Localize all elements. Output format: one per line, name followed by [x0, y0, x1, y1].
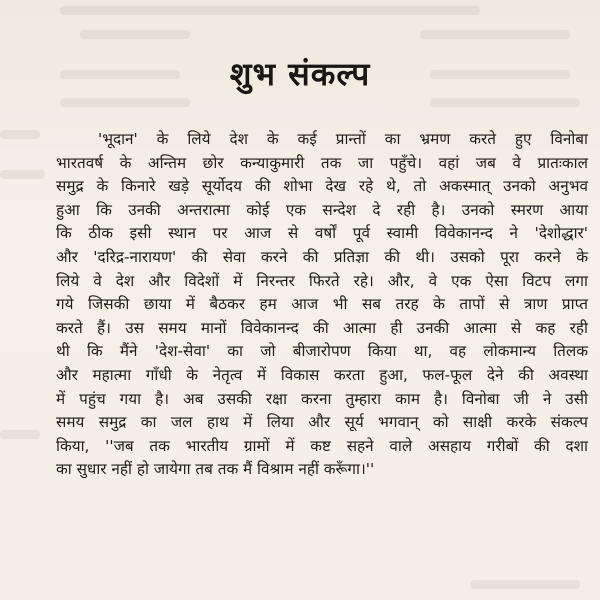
text-line: हुआ कि उनकी अन्तरात्मा कोई एक सन्देश दे रही है। उनको स्मरण आया	[56, 200, 588, 219]
text-line: किया, ''जब तक भारतीय ग्रामों में कष्ट सहने वाले असहाय गरीबों की दशा	[56, 436, 588, 455]
text-line: और 'दरिद्र-नारायण' की सेवा करने की प्रतिज्ञा की थी। उसको पूरा करने के	[56, 247, 588, 266]
paragraph	[56, 128, 588, 482]
text-line: गये जिसकी छाया में बैठकर हम आज भी सब तरह के तापों से त्राण प्राप्त	[56, 295, 588, 314]
text-line: समय समुद्र का जल हाथ में लिया और सूर्य भगवान् को साक्षी करके संकल्प	[56, 413, 588, 432]
text-line: करते हैं। उस समय मानों विवेकानन्द की आत्मा ही उनकी आत्मा से कह रही	[56, 318, 588, 337]
text-line: लिये वे देश और विदेशों में निरन्तर फिरते रहे। और, वे एक ऐसा विटप लगा	[56, 271, 588, 290]
text-line: में पहुंच गया है। अब उसकी रक्षा करना तुम्हारा काम है। विनोबा जी ने उसी	[56, 389, 588, 408]
text-line: का सुधार नहीं हो जायेगा तब तक मैं विश्राम नहीं करूँगा।''	[56, 460, 375, 479]
page-title: शुभ संकल्प	[229, 55, 371, 93]
text-line: 'भूदान' के लिये देश के कई प्रान्तों का भ्रमण करते हुए विनोबा	[98, 130, 588, 148]
text-line: और महात्मा गाँधी के नेतृत्व में विकास करता हुआ, फल-फूल देने की अवस्था	[56, 365, 588, 384]
text-line: थी कि मैंने 'देश-सेवा' का जो बीजारोपण किया था, वह लोकमान्य तिलक	[56, 342, 588, 361]
text-line: कि ठीक इसी स्थान पर आज से वर्षों पूर्व स्वामी विवेकानन्द ने 'देशोद्धार'	[56, 224, 588, 243]
text-line: समुद्र के किनारे खड़े सूर्योदय की शोभा देख रहे थे, तो अकस्मात् उनको अनुभव	[56, 177, 588, 196]
text-line: भारतवर्ष के अन्तिम छोर कन्याकुमारी तक जा पहुँचे। वहां जब वे प्रातःकाल	[56, 153, 588, 172]
